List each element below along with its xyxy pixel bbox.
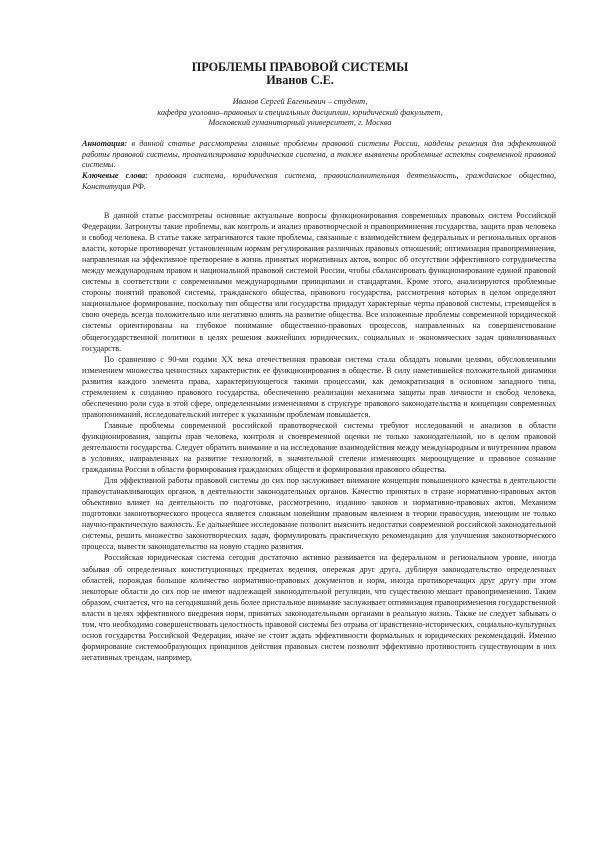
author-affiliation: [0, 97, 600, 129]
body-paragraph: Для эффективной работы правовой системы до сих пор заслуживает внимание концепция повышенного качества в деятельности правоустанавливающих органов, в деятельности законодательных органов. Качество принятых в стране нормативно-правовых актов объективно влияет на деятельность по подготовке, рассмотрению, изданию законов и нормативно-правовых актов. Механизм подготовки законотворческого процесса является сложным новейшим правовым явлением в теории правосудия, имеющим не только научно-практическую важность. Ее дальнейшее исследование позволит выяснить недостатки современной российской законодательной системы, решить множество законотворческих задач, формулировать практическую рекомендацию для улучшения законотворческого процесса, вывести законодательство на новую стадию развития.: [82, 476, 556, 552]
keywords-paragraph: [82, 171, 556, 192]
body-paragraph: Российская юридическая система сегодня достаточно активно развивается на федеральном и региональном уровне, иногда забывая об определенных конституционных предметах ведения, опережая друг друга, дублируя законодательство определенных областей, порождая большое количество нормативно-правовых документов и норм, иногда противоречащих друг другу при этом некоторые области до сих пор не имеют надлежащей законодательной регуляции, что существенно мешает правоприменению. Таким образом, считается, что на сегодняшний день более пристальное внимание заслуживает оптимизация правоприменения государственной власти в целях эффективного внедрения норм, принятых законодательными органами в реальную жизнь. Также не следует забывать о том, что необходимо совершенствовать целостность правовой системы без отрыва от нравственно-исторических, социально-культурных основ государства Российской Федерации, иначе не стоит ждать эффективности формальных и юридических рекомендаций. Именно формирование системообразующих принципов действия правовых систем позволит эффективно противостоять существующим в них негативных трендам, например,: [82, 553, 556, 662]
article-body: [82, 210, 556, 663]
abstract-label: Аннотация:: [82, 139, 128, 148]
abstract-text: в данной статье рассмотрены главные проблемы правовой системы России, найдены решения для эффективной работы правовой системы, проанализирована юридическая система, а также выявлены проблемные аспекты современной правовой системы.: [82, 139, 556, 170]
abstract-block: [82, 139, 556, 193]
body-paragraph: Главные проблемы современной российской правотворческой системы требуют исследований и анализов в области функционирования, защиты прав человека, контроля и своевременной оценки не только законодательной, но в целом правовой деятельности государства. Следует обратить внимание и на исследование взаимодействия между международным и внутренним правом в условиях, направленных на развитие технологий, в значительной степени изменяющих мироощущение и правовое сознание гражданина России в области формирования гражданских обществ и формирования правового общества.: [82, 420, 556, 475]
body-paragraph: По сравнению с 90-ми годами XX века отечественная правовая система стала обладать новыми целями, обусловленными изменением множества ценностных характеристик ее функционирования в обществе. В силу наметившейся положительной динамики развития каждого элемента права, характеризующегося такими процессами, как демократизация в основном западного типа, стремлением к созданию правового государства, обеспечению реализации механизма защиты прав личности и свобод человека, обеспечению роли суда в этой сфере, определенными изменениями в структуре правового законодательства и концепции современных правопониманий, исследовательский интерес к указанным проблемам повышается.: [82, 354, 556, 419]
abstract-paragraph: [82, 139, 556, 171]
article-title: ПРОБЛЕМЫ ПРАВОВОЙ СИСТЕМЫ: [191, 60, 409, 74]
keywords-text: правовая система, юридическая система, правоисполнительная деятельность, гражданское общество, Конституция РФ.: [82, 171, 556, 191]
affiliation-university: Московский гуманитарный университет, г. Москва: [208, 118, 392, 128]
affiliation-name: Иванов Сергей Евгеньевич – студент,: [232, 97, 368, 106]
body-paragraph: В данной статье рассмотрены основные актуальные вопросы функционирования современных правовых систем Российской Федерации. Затронуты такие проблемы, как контроль и анализ правотворческой и правоприминения государства, защита прав человека и свобод человека. В статье также затрагиваются такие проблемы, связанные с взаимодействием федеральных и региональных органов власти, которые противоречат установленным нормам регулирования различных правовых отношений; оптимизация правоприминения, направленная на эффективное претворение в жизнь принятых нормативных актов, вопрос об отсутствии эффективного сотрудничества между международным правом и национальной правовой системой России, чтобы сбалансировать функционирование единой правовой системы в соответствии с современными международными принципами и стандартами. Кроме этого, анализируются проблемные стороны понятий правовой системы, гражданского общества, правового государства, рассмотрения которых в целом определяют национальное формирование, поскольку тип общества или государства придадут характерные черты правовой системы, стремящейся в свою очередь всегда положительно или негативно влиять на развитие общества. Все изложенные проблемы современной юридической системы ориентированы на глубокое понимание общественно-правовых процессов, направленных на совершенствование общегосударственной политики в целях решения важнейших юридических, социальных и экономических задач цивилизованных государств.: [82, 211, 556, 353]
affiliation-department: кафедра уголовно–правовых и специальных дисциплин, юридический факультет,: [157, 107, 443, 117]
article-author: Иванов С.Е.: [266, 73, 334, 87]
keywords-label: Ключевые слова:: [82, 171, 148, 181]
